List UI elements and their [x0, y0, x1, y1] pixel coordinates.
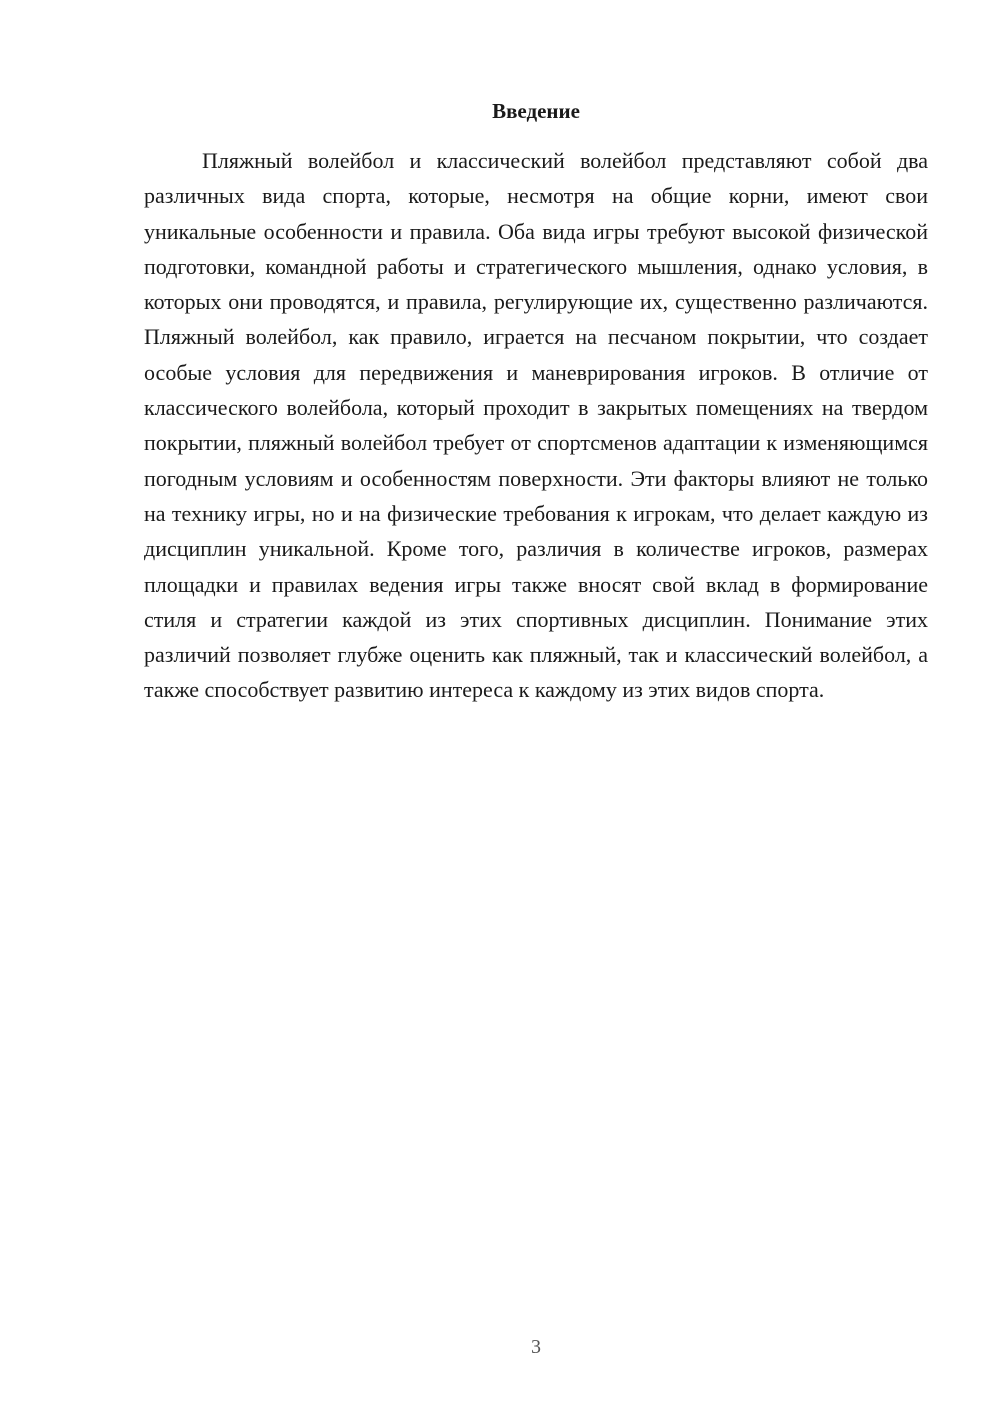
section-heading: Введение — [492, 99, 580, 123]
body-paragraph: Пляжный волейбол и классический волейбол представляют собой два различных вида спорта, которые, несмотря на общие корни, имеют свои уникальные особенности и правила. Оба вида игры требуют высокой физической подготовки, командной работы и стратегического мышления, однако условия, в которых они проводятся, и правила, регулирующие их, существенно различаются. Пляжный волейбол, как правило, играется на песчаном покрытии, что создает особые условия для передвижения и маневрирования игроков. В отличие от классического волейбола, который проходит в закрытых помещениях на твердом покрытии, пляжный волейбол требует от спортсменов адаптации к изменяющимся погодным условиям и особенностям поверхности. Эти факторы влияют не только на технику игры, но и на физические требования к игрокам, что делает каждую из дисциплин уникальной. Кроме того, различия в количестве игроков, размерах площадки и правилах ведения игры также вносят свой вклад в формирование стиля и стратегии каждой из этих спортивных дисциплин. Понимание этих различий позволяет глубже оценить как пляжный, так и классический волейбол, а также способствует развитию интереса к каждому из этих видов спорта. — [144, 148, 928, 703]
page-number: 3 — [531, 1336, 541, 1358]
